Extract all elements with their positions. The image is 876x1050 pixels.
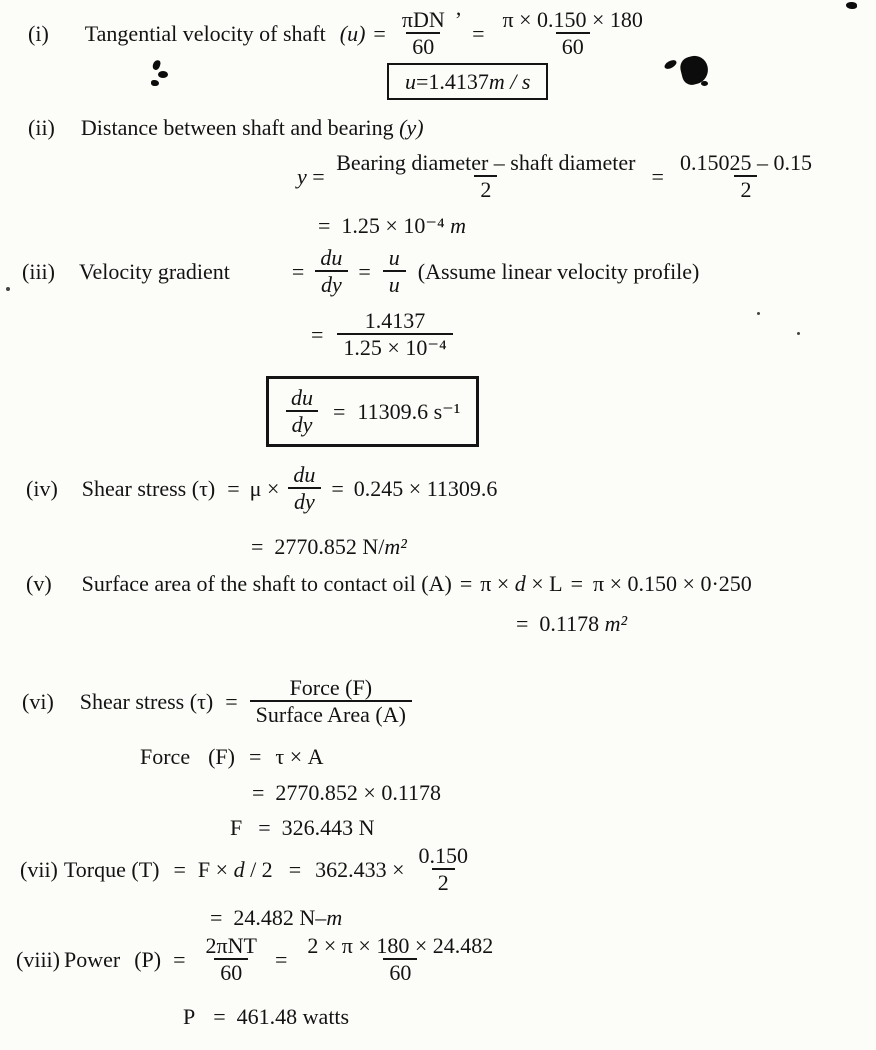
equals-sign: =	[173, 946, 186, 972]
equals-sign: =	[291, 258, 305, 284]
result-unit: m²	[384, 534, 407, 560]
result-value: 1.25 × 10⁻⁴	[341, 213, 451, 239]
variable-d: d	[514, 571, 526, 597]
variable-d: d	[233, 856, 245, 882]
step-i-title: Tangential velocity of shaft	[84, 20, 326, 46]
fraction-numerator: 2 × π × 180 × 24.482	[307, 933, 494, 958]
equals-sign: =	[373, 20, 386, 46]
equals-sign: =	[227, 475, 240, 501]
step-i-variable: (u)	[339, 20, 366, 46]
equals-sign: =	[318, 213, 342, 239]
step-vii-result-row	[210, 905, 342, 931]
equals-sign: =	[252, 780, 276, 806]
fraction-numerator: du	[291, 385, 313, 410]
fraction-numerator: π × 0.150 × 180	[502, 7, 643, 32]
force-label: Force	[140, 744, 191, 770]
step-iv-label: (iv)	[26, 475, 58, 501]
fraction-numerator: du	[320, 245, 343, 270]
step-iv-result-row	[251, 534, 407, 560]
answer-variable: u	[405, 69, 416, 94]
step-vi-force-row	[140, 744, 324, 770]
step-iii-equation-row	[22, 245, 699, 298]
fraction-gradient-numeric	[337, 308, 452, 361]
fraction-du-dy	[285, 385, 319, 438]
step-ii-heading-row	[28, 115, 424, 141]
numeric-expression: 0.245 × 11309.6	[353, 475, 498, 501]
stray-tick-mark: ’	[454, 7, 463, 32]
result-value: 24.482 N–	[233, 905, 327, 931]
result-variable: F	[230, 815, 243, 841]
equals-sign: =	[570, 571, 584, 597]
force-variable: (F)	[208, 744, 235, 770]
step-iii-title: Velocity gradient	[79, 258, 230, 284]
equals-sign: =	[213, 1004, 237, 1030]
force-expression: τ × A	[275, 744, 324, 770]
fraction-numerator: du	[293, 462, 316, 487]
fraction-denominator: 60	[383, 958, 417, 985]
fraction-denominator: 2	[432, 868, 455, 895]
step-viii-result-row	[183, 1004, 349, 1030]
step-iv-title: Shear stress (τ)	[81, 475, 216, 501]
fraction-denominator: u	[383, 270, 406, 297]
boxed-answer-u	[387, 63, 548, 100]
equals-sign: =	[651, 163, 664, 189]
fraction-power-formula	[200, 933, 263, 986]
step-viii-label: (viii)	[16, 946, 60, 972]
coefficient: 362.433 ×	[315, 856, 405, 882]
ink-smudge	[151, 80, 159, 86]
fraction-force-over-area	[250, 675, 412, 728]
step-viii-title: Power	[64, 946, 121, 972]
equals-sign: =	[288, 856, 302, 882]
equals-sign: =	[472, 20, 485, 46]
step-ii-label: (ii)	[28, 115, 55, 141]
step-vii-equation-row	[20, 843, 474, 896]
fraction-numerator: 1.4137	[364, 308, 426, 333]
step-viii-equation-row	[16, 933, 499, 986]
fraction-denominator: dy	[315, 270, 348, 297]
step-v-label: (v)	[26, 571, 52, 597]
result-unit: m²	[604, 611, 628, 637]
step-iii-label: (iii)	[22, 258, 55, 284]
step-v-equation-row	[26, 571, 752, 597]
fraction-denominator: 60	[214, 958, 248, 985]
step-iii-calc-row	[311, 308, 453, 361]
fraction-denominator: dy	[288, 487, 321, 514]
fraction-numerator: 2πNT	[205, 933, 257, 958]
step-vi-equation-row	[22, 675, 412, 728]
result-value: 2770.852 N/	[274, 534, 385, 560]
ink-blot	[663, 58, 678, 70]
fraction-denominator: 60	[406, 32, 440, 59]
variable-y: y	[297, 163, 307, 189]
ink-smudge	[158, 71, 168, 78]
equals-sign: =	[331, 475, 344, 501]
fraction-denominator: 60	[556, 32, 590, 59]
fraction-numerator: 0.150	[418, 843, 469, 868]
mu-times-term: μ ×	[249, 475, 280, 501]
fraction-numerator: Force (F)	[289, 675, 373, 700]
boxed-answer-velocity-gradient	[266, 376, 479, 447]
answer-value: 1.4137	[428, 69, 489, 94]
fraction-numerator: πDN	[401, 7, 445, 32]
step-ii-equation-row	[297, 150, 818, 203]
step-v-title: Surface area of the shaft to contact oil (A)	[81, 571, 452, 597]
equals-sign: =	[306, 163, 331, 189]
result-value: 0.1178	[539, 611, 605, 637]
ink-blot	[701, 81, 708, 86]
fraction-denominator: Surface Area (A)	[250, 700, 412, 727]
dot-artifact	[757, 312, 760, 315]
step-ii-variable: (y)	[399, 115, 424, 141]
step-i-equation-row	[28, 7, 649, 60]
equals-sign: =	[311, 321, 324, 347]
ink-speck	[846, 2, 857, 9]
fraction-diameter-difference	[330, 150, 641, 203]
result-unit: m	[326, 905, 343, 931]
dot-artifact	[797, 332, 800, 335]
equals-sign: =	[459, 571, 473, 597]
step-iv-equation-row	[26, 462, 497, 515]
fraction-denominator: dy	[286, 410, 319, 437]
equals-sign: =	[274, 946, 288, 972]
fraction-denominator: 1.25 × 10⁻⁴	[337, 333, 452, 360]
result-unit: m	[450, 213, 467, 239]
step-vi-calc-row	[252, 780, 441, 806]
torque-formula-post: / 2	[244, 856, 273, 882]
fraction-du-dy	[314, 245, 348, 298]
fraction-numeric-velocity	[496, 7, 648, 60]
equals-sign: =	[333, 398, 346, 424]
step-vii-label: (vii)	[20, 856, 58, 882]
step-vi-title: Shear stress (τ)	[79, 688, 214, 714]
fraction-numeric-difference	[674, 150, 818, 203]
fraction-pi-dn-over-60	[396, 7, 451, 60]
area-formula-pre: π ×	[480, 571, 515, 597]
result-value: 326.443 N	[281, 815, 375, 841]
fraction-power-numeric	[301, 933, 499, 986]
fraction-numerator: 0.15025 – 0.15	[679, 150, 812, 175]
equals-sign: =	[516, 611, 540, 637]
step-vi-result-row	[230, 815, 375, 841]
step-ii-title: Distance between shaft and bearing	[80, 115, 400, 141]
step-ii-result-row	[318, 213, 466, 239]
dot-artifact	[6, 287, 10, 291]
answer-value: 11309.6 s⁻¹	[357, 398, 461, 424]
result-variable: P	[183, 1004, 196, 1030]
assumption-note: (Assume linear velocity profile)	[417, 258, 700, 284]
equals-sign: =	[416, 69, 429, 94]
step-vi-label: (vi)	[22, 688, 54, 714]
equals-sign: =	[248, 744, 262, 770]
fraction-u-over-u	[383, 245, 406, 298]
equals-sign: =	[251, 534, 275, 560]
fraction-du-dy	[287, 462, 321, 515]
step-viii-variable: (P)	[134, 946, 162, 972]
fraction-numerator: Bearing diameter – shaft diameter	[336, 150, 636, 175]
step-vii-title: Torque (T)	[63, 856, 160, 882]
equals-sign: =	[210, 905, 234, 931]
ink-smudge	[152, 59, 162, 71]
area-formula-post: × L	[525, 571, 563, 597]
step-v-result-row	[516, 611, 627, 637]
fraction-numerator: u	[388, 245, 400, 270]
fraction-denominator: 2	[474, 175, 497, 202]
result-value: 461.48 watts	[236, 1004, 350, 1030]
torque-formula-pre: F ×	[197, 856, 234, 882]
equals-sign: =	[358, 258, 371, 284]
equals-sign: =	[225, 688, 238, 714]
step-i-label: (i)	[28, 20, 49, 46]
fraction-denominator: 2	[734, 175, 757, 202]
fraction-radius	[413, 843, 475, 896]
equals-sign: =	[173, 856, 186, 882]
calc-expression: 2770.852 × 0.1178	[275, 780, 442, 806]
answer-unit: m / s	[488, 69, 531, 94]
equals-sign: =	[258, 815, 282, 841]
numeric-expression: π × 0.150 × 0·250	[593, 571, 752, 597]
